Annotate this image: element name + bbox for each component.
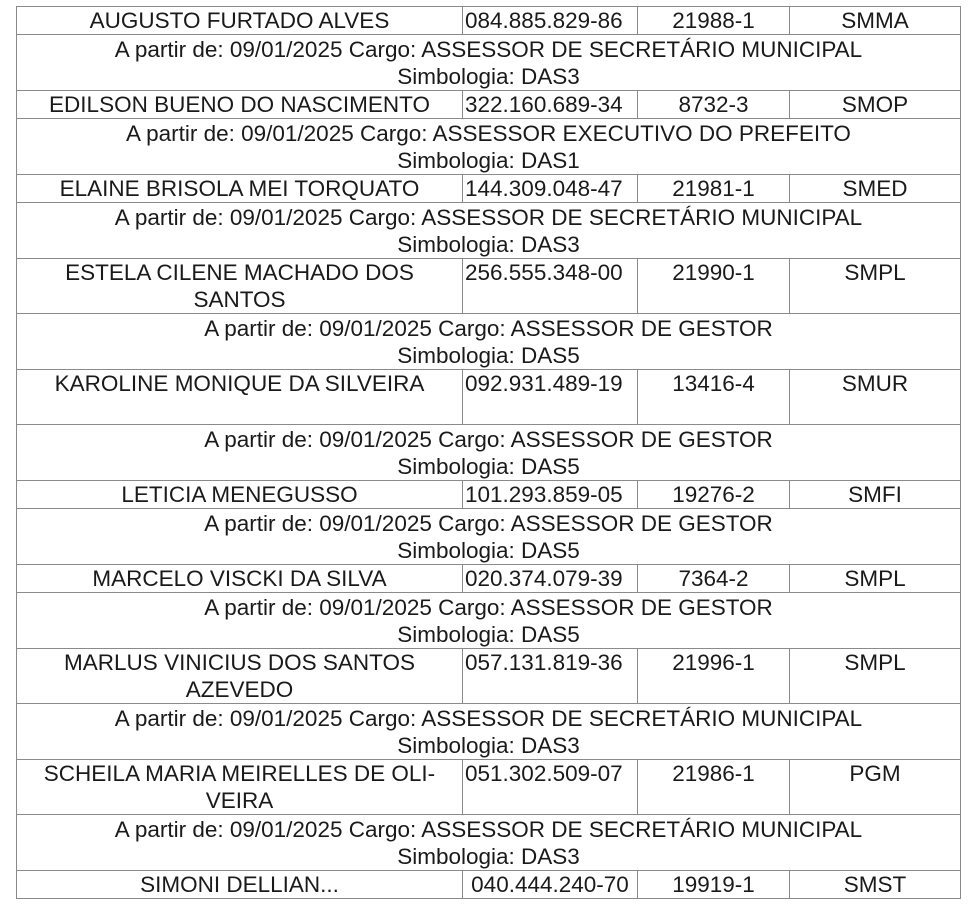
detail-cell xyxy=(17,35,961,91)
appointment-line: A partir de: 09/01/2025 Cargo: ASSESSOR DE GESTOR xyxy=(204,595,773,620)
name-cell: KAROLINE MONIQUE DA SILVEIRA xyxy=(17,370,463,425)
detail-row xyxy=(17,35,961,91)
detail-cell xyxy=(17,704,961,760)
cpf-cell: 057.131.819-36 xyxy=(463,649,638,704)
appointment-line: A partir de: 09/01/2025 Cargo: ASSESSOR DE GESTOR xyxy=(204,316,773,341)
cpf-cell: 144.309.048-47 xyxy=(463,175,638,203)
cpf-cell: 101.293.859-05 xyxy=(463,481,638,509)
table-row xyxy=(17,91,961,119)
symbology-line: Simbologia: DAS1 xyxy=(397,148,580,173)
orgao-cell: SMPL xyxy=(790,259,961,314)
symbology-line: Simbologia: DAS5 xyxy=(397,343,580,368)
table-row xyxy=(17,175,961,203)
detail-row xyxy=(17,119,961,175)
cpf-cell: 051.302.509-07 xyxy=(463,760,638,815)
detail-row xyxy=(17,314,961,370)
orgao-cell: SMFI xyxy=(790,481,961,509)
detail-row xyxy=(17,815,961,871)
table-row xyxy=(17,649,961,704)
symbology-line: Simbologia: DAS5 xyxy=(397,454,580,479)
appointment-line: A partir de: 09/01/2025 Cargo: ASSESSOR DE GESTOR xyxy=(204,511,773,536)
detail-cell xyxy=(17,314,961,370)
symbology-line: Simbologia: DAS5 xyxy=(397,538,580,563)
cpf-cell: 040.444.240-70 xyxy=(463,871,638,899)
orgao-cell: SMPL xyxy=(790,565,961,593)
appointments-table xyxy=(16,6,961,899)
matricula-cell: 13416-4 xyxy=(638,370,790,425)
table-row xyxy=(17,565,961,593)
orgao-cell: SMOP xyxy=(790,91,961,119)
cpf-cell: 084.885.829-86 xyxy=(463,7,638,35)
matricula-cell: 19276-2 xyxy=(638,481,790,509)
detail-cell xyxy=(17,593,961,649)
matricula-cell: 7364-2 xyxy=(638,565,790,593)
table-row xyxy=(17,7,961,35)
matricula-cell: 21981-1 xyxy=(638,175,790,203)
detail-row xyxy=(17,509,961,565)
detail-row xyxy=(17,593,961,649)
name-cell: LETICIA MENEGUSSO xyxy=(17,481,463,509)
detail-row xyxy=(17,704,961,760)
name-cell: MARLUS VINICIUS DOS SANTOS AZEVEDO xyxy=(17,649,463,704)
appointment-line: A partir de: 09/01/2025 Cargo: ASSESSOR DE SECRETÁRIO MUNICIPAL xyxy=(114,205,863,230)
detail-row xyxy=(17,203,961,259)
name-cell: SCHEILA MARIA MEIRELLES DE OLI-VEIRA xyxy=(17,760,463,815)
appointment-line: A partir de: 09/01/2025 Cargo: ASSESSOR DE SECRETÁRIO MUNICIPAL xyxy=(114,37,863,62)
appointment-line: A partir de: 09/01/2025 Cargo: ASSESSOR DE SECRETÁRIO MUNICIPAL xyxy=(114,706,863,731)
table-row xyxy=(17,259,961,314)
orgao-cell: PGM xyxy=(790,760,961,815)
symbology-line: Simbologia: DAS3 xyxy=(397,232,580,257)
matricula-cell: 21996-1 xyxy=(638,649,790,704)
table-row xyxy=(17,370,961,425)
orgao-cell: SMUR xyxy=(790,370,961,425)
name-cell: MARCELO VISCKI DA SILVA xyxy=(17,565,463,593)
name-cell: AUGUSTO FURTADO ALVES xyxy=(17,7,463,35)
symbology-line: Simbologia: DAS3 xyxy=(397,733,580,758)
symbology-line: Simbologia: DAS3 xyxy=(397,64,580,89)
matricula-cell: 21988-1 xyxy=(638,7,790,35)
detail-cell xyxy=(17,815,961,871)
name-cell: SIMONI DELLIAN... xyxy=(17,871,463,899)
appointment-line: A partir de: 09/01/2025 Cargo: ASSESSOR DE GESTOR xyxy=(204,427,773,452)
symbology-line: Simbologia: DAS3 xyxy=(397,844,580,869)
name-cell: ESTELA CILENE MACHADO DOS SANTOS xyxy=(17,259,463,314)
orgao-cell: SMED xyxy=(790,175,961,203)
orgao-cell: SMMA xyxy=(790,7,961,35)
appointment-line: A partir de: 09/01/2025 Cargo: ASSESSOR DE SECRETÁRIO MUNICIPAL xyxy=(114,817,863,842)
orgao-cell: SMPL xyxy=(790,649,961,704)
cpf-cell: 092.931.489-19 xyxy=(463,370,638,425)
detail-cell xyxy=(17,509,961,565)
matricula-cell: 8732-3 xyxy=(638,91,790,119)
detail-cell xyxy=(17,203,961,259)
table-row-partial xyxy=(17,871,961,899)
symbology-line: Simbologia: DAS5 xyxy=(397,622,580,647)
table-row xyxy=(17,481,961,509)
detail-cell xyxy=(17,425,961,481)
cpf-cell: 020.374.079-39 xyxy=(463,565,638,593)
appointment-line: A partir de: 09/01/2025 Cargo: ASSESSOR EXECUTIVO DO PREFEITO xyxy=(126,121,851,146)
detail-row xyxy=(17,425,961,481)
matricula-cell: 21986-1 xyxy=(638,760,790,815)
name-cell: EDILSON BUENO DO NASCIMENTO xyxy=(17,91,463,119)
cpf-cell: 256.555.348-00 xyxy=(463,259,638,314)
matricula-cell: 19919-1 xyxy=(638,871,790,899)
matricula-cell: 21990-1 xyxy=(638,259,790,314)
detail-cell xyxy=(17,119,961,175)
cpf-cell: 322.160.689-34 xyxy=(463,91,638,119)
name-cell: ELAINE BRISOLA MEI TORQUATO xyxy=(17,175,463,203)
orgao-cell: SMST xyxy=(790,871,961,899)
table-row xyxy=(17,760,961,815)
